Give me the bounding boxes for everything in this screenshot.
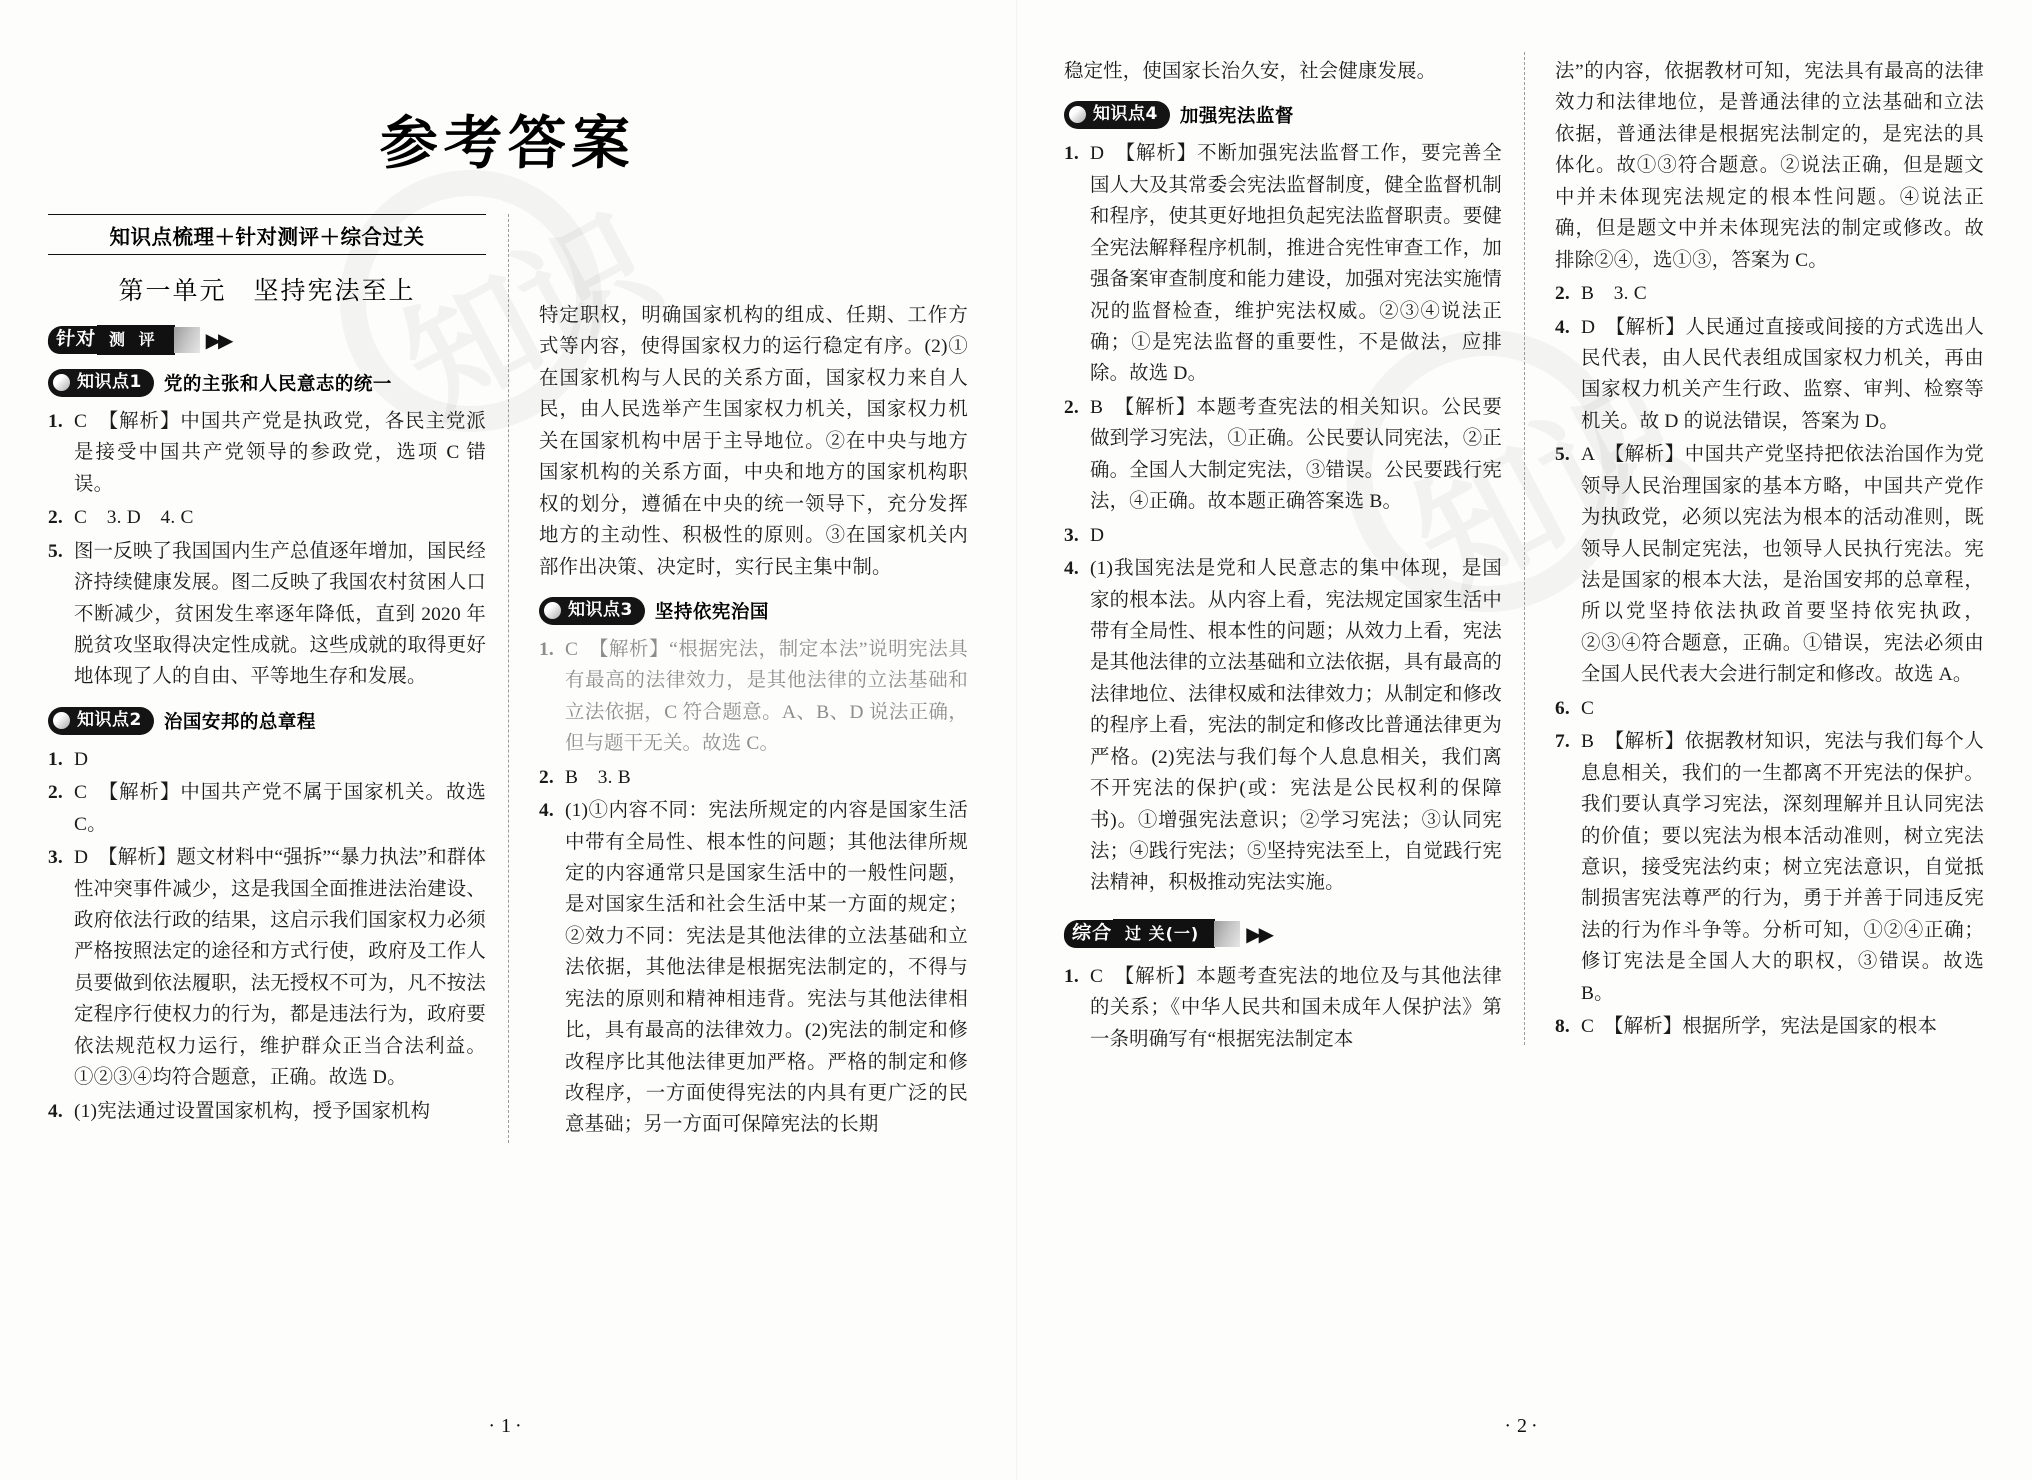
answer-text: B 【解析】本题考查宪法的相关知识。公民要做到学习宪法，①正确。公民要认同宪法，②正确。全国人大制定宪法，③错误。公民要践行宪法，④正确。故本题正确答案选 B。: [1090, 396, 1502, 513]
answer-item: [1555, 693, 1984, 724]
knowledge-point-1-header: [48, 369, 486, 397]
ribbon-arrows-icon: ▶▶: [1246, 921, 1271, 946]
knowledge-point-3-pill: [539, 597, 645, 625]
answer-item: [1064, 961, 1502, 1055]
folio-mark-right: ·: [515, 1415, 528, 1437]
answer-text: (1)①内容不同：宪法所规定的内容是国家生活中带有全局性、根本性的问题；其他法律所规定的内容通常只是国家生活中的一般性问题，是对国家生活和社会生活中某一方面的规定；②效力不同：宪法是其他法律的立法基础和立法依据，其他法律是根据宪法制定的，不得与宪法的原则和精神相违背。宪法与其他法律相比，具有最高的法律效力。(2)宪法的制定和修改程序比其他法律更加严格。严格的制定和修改程序，一方面使得宪法的内具有更广泛的民意基础；另一方面可保障宪法的长期: [565, 800, 968, 1136]
column-3: [1042, 52, 1524, 1057]
answer-text: (1)我国宪法是党和人民意志的集中体现，是国家的根本法。从内容上看，宪法规定国家生活中带有全局性、根本性的问题；从效力上看，宪法是其他法律的立法基础和立法依据，具有最高的法律地位、法律权威和法律效力；从制定和修改的程序上看，宪法的制定和修改比普通法律更为严格。(2)宪法与我们每个人息息相关，我们离不开宪法的保护(或：宪法是公民权利的保障书)。①增强宪法意识；②学习宪法；③认同宪法；④践行宪法；⑤坚持宪法至上，自觉践行宪法精神，积极推动宪法实施。: [1090, 558, 1502, 894]
continued-paragraph: 法”的内容，依据教材可知，宪法具有最高的法律效力和法律地位，是普通法律的立法基础和立法依据，普通法律是根据宪法制定的，是宪法的具体化。故①③符合题意。②说法正确，但是题文中并未体现宪法规定的根本性问题。④说法正确，但是题文中并未体现宪法的制定或修改。故排除②④，选①③，答案为 C。: [1555, 61, 1984, 271]
knowledge-point-2-title: 治国安邦的总章程: [163, 711, 316, 733]
answer-number: 5.: [1555, 444, 1570, 466]
answer-number: 7.: [1555, 731, 1570, 753]
answer-number: 5.: [48, 540, 63, 562]
answer-item: [539, 795, 968, 1141]
section-ribbon-targeted-test: [48, 325, 486, 355]
ribbon-arrows-icon: ▶▶: [205, 328, 231, 352]
answer-item: [1555, 278, 1984, 309]
knowledge-point-4-pill-label: 知识点4: [1093, 104, 1158, 125]
ribbon-label-b: 过 关(一): [1113, 919, 1215, 948]
bullet-dot-icon: [52, 373, 71, 392]
answer-item: [48, 744, 486, 775]
answer-text: 图一反映了我国国内生产总值逐年增加，国民经济持续健康发展。图二反映了我国农村贫困人口不断减少，贫困发生率逐年降低，直到 2020 年脱贫攻坚取得决定性成就。这些成就的取得更好地体现了人的自由、平等地生存和发展。: [74, 540, 486, 688]
answer-number: 8.: [1555, 1016, 1570, 1038]
knowledge-point-1-title: 党的主张和人民意志的统一: [163, 373, 392, 395]
ribbon-tail: [174, 327, 200, 353]
answer-item: [1555, 439, 1984, 691]
knowledge-point-1-pill-label: 知识点1: [77, 372, 142, 392]
answer-item: [1555, 312, 1984, 438]
answer-number: 1.: [48, 410, 63, 432]
answer-number: 6.: [1555, 697, 1570, 719]
answer-number: 1.: [48, 748, 63, 770]
answer-number: 2.: [1555, 283, 1570, 305]
continued-paragraph: 稳定性，使国家长治久安，社会健康发展。: [1064, 61, 1437, 82]
answer-number: 4.: [539, 800, 554, 822]
answer-text: D 【解析】人民通过直接或间接的方式选出人民代表，由人民代表组成国家权力机关，再由国家权力机关产生行政、监察、审判、检察等机关。故 D 的说法错误，答案为 D。: [1581, 316, 1984, 432]
knowledge-point-1-pill: [48, 369, 154, 397]
knowledge-point-2-pill-label: 知识点2: [77, 709, 142, 730]
knowledge-point-3-title: 坚持依宪治国: [654, 601, 769, 623]
answer-item: [539, 762, 968, 793]
answer-number: 4.: [1555, 316, 1570, 338]
ribbon-label-b: 测 评: [97, 325, 175, 354]
answer-number: 4.: [48, 1100, 63, 1122]
answer-number: 2.: [48, 782, 63, 804]
answer-text: C: [1581, 697, 1595, 719]
column-2: [508, 214, 990, 1143]
continued-paragraph: 特定职权，明确国家机构的组成、任期、工作方式等内容，使得国家权力的运行稳定有序。(2)①在国家机构与人民的关系方面，国家权力来自人民，由人民选举产生国家权力机关，国家权力机关在国家机构中居于主导地位。②在中央与地方国家机构的关系方面，中央和地方的国家机构职权的划分，遵循在中央的统一领导下，充分发挥地方的主动性、积极性的原则。③在国家机关内部作出决策、决定时，实行民主集中制。: [539, 305, 968, 578]
answer-number: 2.: [48, 507, 63, 529]
bullet-dot-icon: [1068, 105, 1087, 124]
bullet-dot-icon: [543, 601, 562, 620]
answer-item: [48, 536, 486, 693]
answer-number: 2.: [539, 766, 554, 788]
answer-item: [1064, 553, 1502, 899]
page-footer-left: [0, 1415, 1016, 1438]
columns-right: [1042, 52, 2006, 1302]
ribbon-label-a: 综合: [1063, 920, 1120, 948]
column-4: [1524, 52, 2006, 1045]
answer-text: C 【解析】中国共产党是执政党，各民主党派是接受中国共产党领导的参政党，选项 C 错误。: [74, 410, 486, 495]
knowledge-point-4-pill: [1064, 101, 1170, 129]
answer-text: D: [1090, 524, 1105, 546]
answer-item: [539, 634, 968, 760]
answer-item: [48, 502, 486, 533]
answer-text: D 【解析】题文材料中“强拆”“暴力执法”和群体性冲突事件减少，这是我国全面推进法治建设、政府依法行政的结果，这启示我们国家权力必须严格按照法定的途径和方式行使，政府及工作人员要做到依法履职，法无授权不可为，凡不按法定程序行使权力的行为，都是违法行为，政府要依法规范权力运行，维护群众正当合法利益。①②③④均符合题意，正确。故选 D。: [74, 847, 486, 1089]
knowledge-point-3-header: [539, 597, 968, 625]
page-number: 2: [1517, 1415, 1531, 1437]
knowledge-point-2-pill: [48, 707, 154, 735]
page-footer-right: [1016, 1415, 2032, 1438]
answer-number: 2.: [1064, 396, 1079, 418]
ribbon-tail: [1214, 921, 1240, 947]
knowledge-point-4-header: [1064, 101, 1502, 129]
knowledge-point-4-title: 加强宪法监督: [1179, 106, 1294, 128]
column-1: [26, 214, 508, 1129]
answer-item: [48, 406, 486, 500]
bullet-dot-icon: [52, 711, 71, 730]
answer-number: 4.: [1064, 558, 1079, 580]
answer-text: B 3. C: [1581, 283, 1647, 305]
answer-text: D 【解析】不断加强宪法监督工作，要完善全国人大及其常委会宪法监督制度，健全监督机制和程序，使其更好地担负起宪法监督职责。要健全宪法解释程序机制，推进合宪性审查工作，加强备案审查制度和能力建设，加强对宪法实施情况的监督检查，维护宪法权威。②③④说法正确；①是宪法监督的重要性，不是做法，应排除。故选 D。: [1090, 143, 1502, 385]
page-number: 1: [501, 1415, 515, 1437]
answer-text: D: [74, 748, 89, 770]
answer-item: [1064, 392, 1502, 518]
answer-item: [48, 777, 486, 840]
answer-text: C 【解析】根据所学，宪法是国家的根本: [1581, 1016, 1938, 1038]
answer-text: C 【解析】本题考查宪法的地位及与其他法律的关系；《中华人民共和国未成年人保护法》第一条明确写有“根据宪法制定本: [1090, 965, 1502, 1050]
section-ribbon-comprehensive-test: [1064, 919, 1502, 949]
answer-item: [1555, 726, 1984, 1009]
unit-title: 第一单元 坚持宪法至上: [118, 278, 416, 305]
answer-item: [1064, 520, 1502, 551]
answer-item: [1555, 1011, 1984, 1042]
ribbon-label-a: 针对: [47, 326, 104, 354]
answer-item: [1064, 138, 1502, 390]
answer-number: 3.: [1064, 524, 1079, 546]
answer-text: C 【解析】中国共产党不属于国家机关。故选 C。: [74, 782, 486, 835]
answer-number: 1.: [539, 638, 554, 660]
answer-text: C 【解析】“根据宪法，制定本法”说明宪法具有最高的法律效力，是其他法律的立法基础和立法依据，C 符合题意。A、B、D 说法正确，但与题干无关。故选 C。: [565, 638, 968, 755]
answer-number: 1.: [1064, 143, 1079, 165]
page-title: 参考答案: [378, 109, 638, 177]
answer-number: 1.: [1064, 965, 1079, 987]
folio-mark-left: ·: [488, 1415, 501, 1437]
answer-text: (1)宪法通过设置国家机构，授予国家机构: [74, 1100, 431, 1122]
answer-text: B 【解析】依据教材知识，宪法与我们每个人息息相关，我们的一生都离不开宪法的保护。我们要认真学习宪法，深刻理解并且认同宪法的价值；要以宪法为根本活动准则，树立宪法意识，接受宪法约束；树立宪法意识，自觉抵制损害宪法尊严的行为，勇于并善于同违反宪法的行为作斗争等。分析可知，①②④正确；修订宪法是全国人大的职权，③错误。故选 B。: [1581, 731, 1984, 1004]
answer-item: [48, 1096, 486, 1127]
answer-text: B 3. B: [565, 766, 631, 788]
folio-mark-left: ·: [1504, 1415, 1517, 1437]
answer-item: [48, 842, 486, 1094]
folio-mark-right: ·: [1531, 1415, 1544, 1437]
knowledge-point-2-header: [48, 707, 486, 735]
unit-banner: 知识点梳理＋针对测评＋综合过关: [48, 214, 486, 255]
book-page-right: [1016, 0, 2032, 1480]
answer-text: A 【解析】中国共产党坚持把依法治国作为党领导人民治理国家的基本方略，中国共产党作为执政党，必须以宪法为根本的活动准则，既领导人民制定宪法，也领导人民执行宪法。宪法是国家的根本大法，是治国安邦的总章程，所以党坚持依法执政首要坚持依宪执政，②③④符合题意，正确。①错误，宪法必须由全国人民代表大会进行制定和修改。故选 A。: [1581, 444, 1984, 686]
columns-left: [26, 214, 990, 1404]
answer-number: 3.: [48, 847, 63, 869]
answer-text: C 3. D 4. C: [74, 507, 194, 529]
knowledge-point-3-pill-label: 知识点3: [568, 599, 633, 620]
